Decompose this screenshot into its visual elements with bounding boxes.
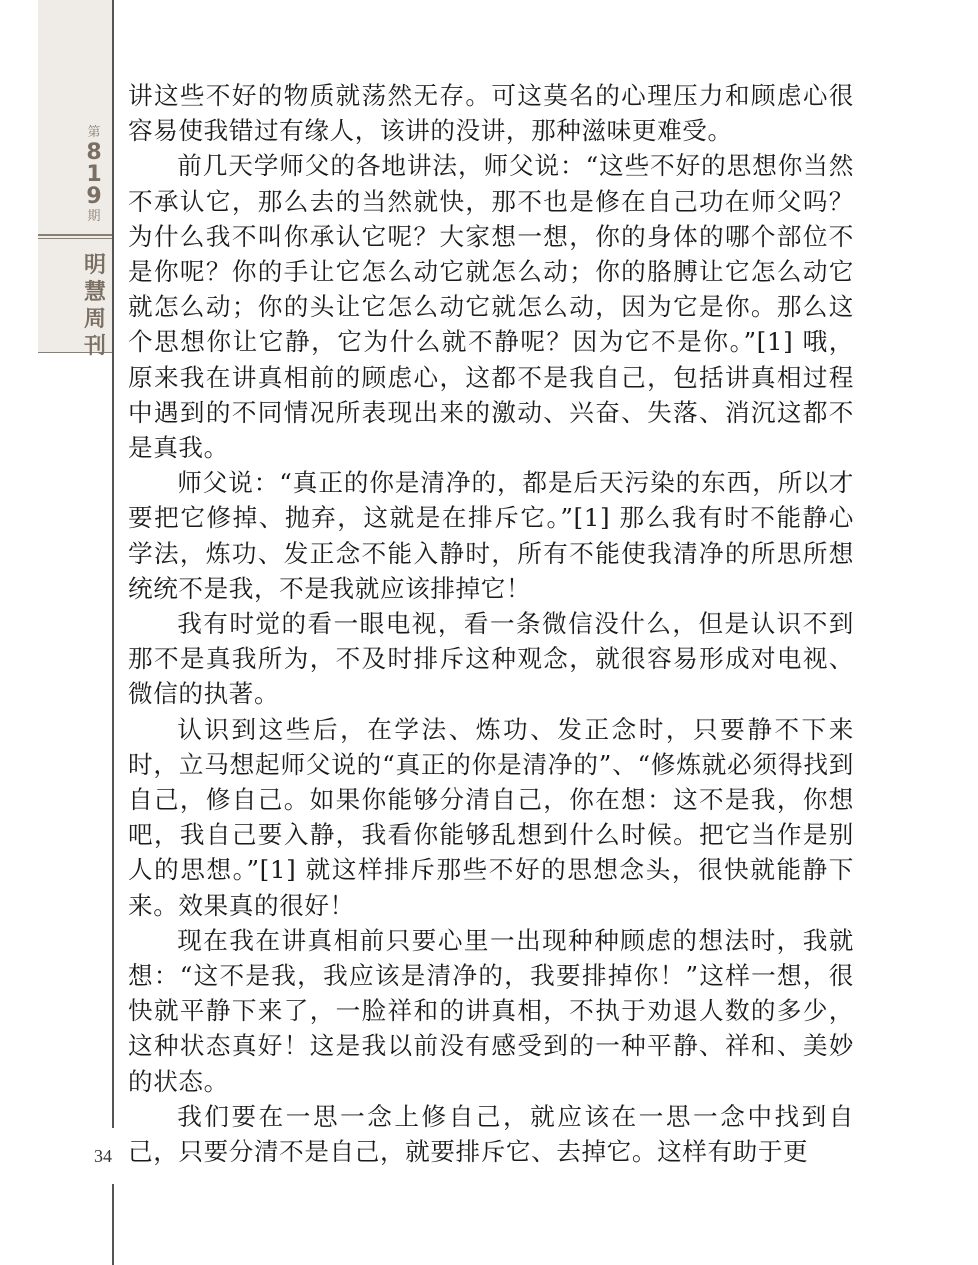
issue-digit: 8 bbox=[86, 140, 102, 165]
issue-digit: 1 bbox=[86, 162, 102, 187]
article-body bbox=[128, 78, 854, 1169]
issue-suffix: 期 bbox=[87, 209, 101, 224]
side-tab-divider bbox=[38, 234, 112, 236]
page-number: 34 bbox=[94, 1146, 112, 1166]
journal-char: 刊 bbox=[83, 334, 106, 359]
paragraph: 讲这些不好的物质就荡然无存。可这莫名的心理压力和顾虑心很容易使我错过有缘人，该讲的没讲，那种滋味更难受。 bbox=[128, 81, 854, 146]
paragraph: 认识到这些后，在学法、炼功、发正念时，只要静不下来时，立马想起师父说的“真正的你是清净的”、“修炼就必须得找到自己，修自己。如果你能够分清自己，你在想：这不是我，你想吧，我自己要入静，我看你能够乱想到什么时候。把它当作是别人的思想。”[1] 就这样排斥那些不好的思想念头，很快就能静下来。效果真的很好！ bbox=[128, 714, 854, 920]
side-tab-divider-thin bbox=[38, 238, 112, 239]
issue-prefix: 第 bbox=[87, 125, 101, 140]
issue-label bbox=[72, 124, 116, 226]
paragraph: 师父说：“真正的你是清净的，都是后天污染的东西，所以才要把它修掉、抛弃，这就是在排斥它。”[1] 那么我有时不能静心学法，炼功、发正念不能入静时，所有不能使我清净的所思所想统统不是我，不是我就应该排掉它！ bbox=[128, 468, 854, 603]
journal-char: 明 bbox=[83, 253, 106, 278]
issue-digit: 9 bbox=[86, 184, 102, 209]
journal-name bbox=[75, 252, 115, 360]
paragraph: 现在我在讲真相前只要心里一出现种种顾虑的想法时，我就想：“这不是我，我应该是清净的，我要排掉你！”这样一想，很快就平静下来了，一脸祥和的讲真相，不执于劝退人数的多少，这种状态真好！这是我以前没有感受到的一种平静、祥和、美妙的状态。 bbox=[128, 925, 854, 1096]
journal-char: 周 bbox=[83, 307, 106, 332]
paragraph: 前几天学师父的各地讲法，师父说：“这些不好的思想你当然不承认它，那么去的当然就快，那不也是修在自己功在师父吗？为什么我不叫你承认它呢？大家想一想，你的身体的哪个部位不是你呢？你的手让它怎么动它就怎么动；你的胳膊让它怎么动它就怎么动；你的头让它怎么动它就怎么动，因为它是你。那么这个思想你让它静，它为什么就不静呢？因为它不是你。”[1] 哦，原来我在讲真相前的顾虑心，这都不是我自己，包括讲真相过程中遇到的不同情况所表现出来的激动、兴奋、失落、消沉这都不是真我。 bbox=[128, 151, 854, 463]
paragraph: 我们要在一思一念上修自己，就应该在一思一念中找到自己，只要分清不是自己，就要排斥它、去掉它。这样有助于更 bbox=[128, 1101, 854, 1167]
paragraph: 我有时觉的看一眼电视，看一条微信没什么，但是认识不到那不是真我所为，不及时排斥这种观念，就很容易形成对电视、微信的执著。 bbox=[128, 609, 854, 709]
journal-char: 慧 bbox=[83, 280, 106, 305]
